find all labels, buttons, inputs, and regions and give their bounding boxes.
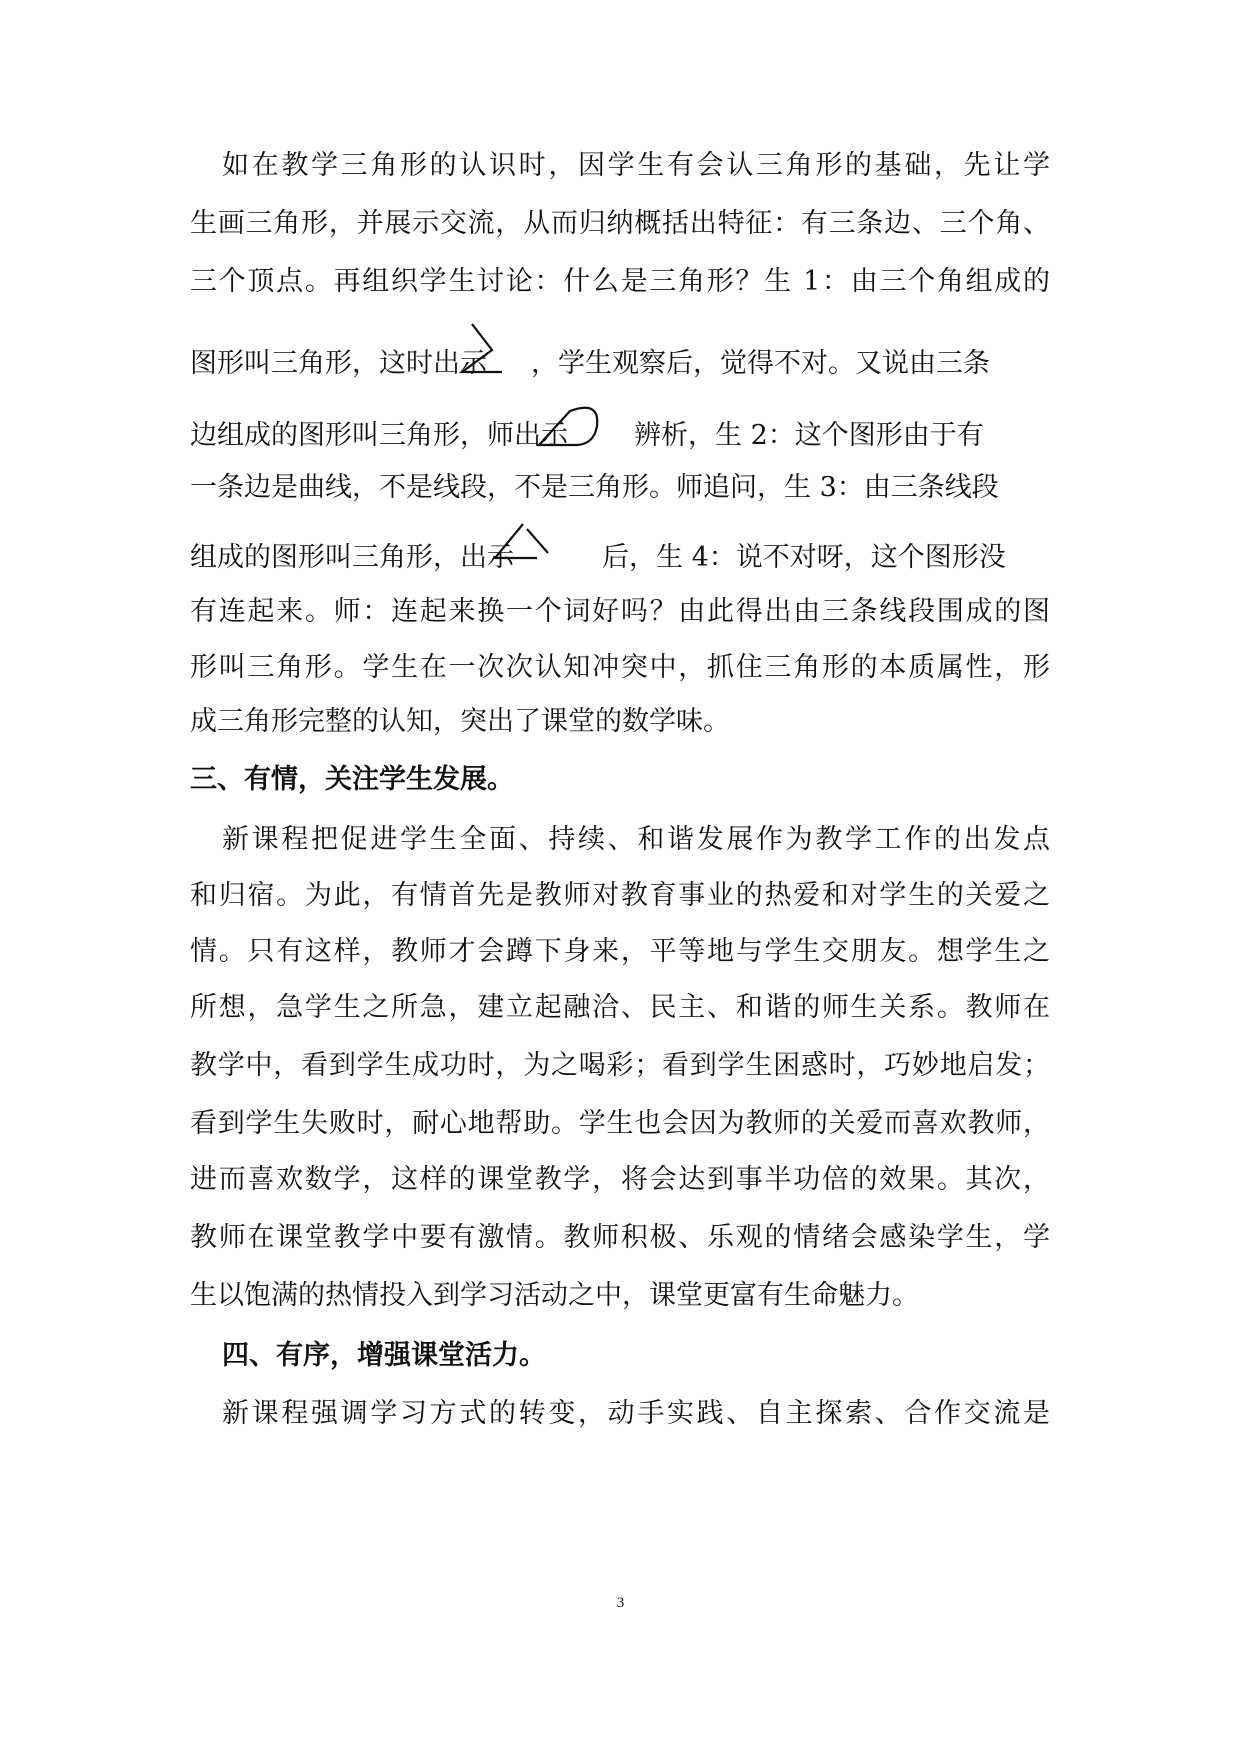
- paragraph-line: 情。只有这样，教师才会蹲下身来，平等地与学生交朋友。想学生之: [190, 936, 1050, 967]
- paragraph-line-with-figure: [190, 538, 1050, 578]
- figure-spacer: [514, 564, 602, 566]
- paragraph-line: 新课程强调学习方式的转变，动手实践、自主探索、合作交流是: [222, 1398, 1050, 1429]
- line-text: 边组成的图形叫三角形，师出示: [190, 420, 568, 451]
- paragraph-line: 生画三角形，并展示交流，从而归纳概括出特征：有三条边、三个角、: [190, 208, 1050, 239]
- open-zigzag-figure: [458, 322, 506, 378]
- line-text: 辨析，生 2：这个图形由于有: [634, 420, 984, 451]
- paragraph-line: 进而喜欢数学，这样的课堂教学，将会达到事半功倍的效果。其次，: [190, 1164, 1050, 1195]
- paragraph-line: 教师在课堂教学中要有激情。教师积极、乐观的情绪会感染学生，学: [190, 1222, 1050, 1253]
- paragraph-line: 和归宿。为此，有情首先是教师对教育事业的热爱和对学生的关爱之: [190, 880, 1050, 911]
- paragraph-line: 新课程把促进学生全面、持续、和谐发展作为教学工作的出发点: [222, 824, 1050, 855]
- paragraph-line: 看到学生失败时，耐心地帮助。学生也会因为教师的关爱而喜欢教师，: [190, 1108, 1050, 1139]
- page-number: 3: [616, 1595, 625, 1611]
- unclosed-triangle-figure: [492, 520, 552, 562]
- paragraph-line: 所想，急学生之所急，建立起融洽、民主、和谐的师生关系。教师在: [190, 992, 1050, 1023]
- section-heading: 三、有情，关注学生发展。: [190, 764, 514, 795]
- paragraph-line: 生以饱满的热情投入到学习活动之中，课堂更富有生命魅力。: [190, 1280, 919, 1311]
- paragraph-line: 三个顶点。再组织学生讨论：什么是三角形？生 1：由三个角组成的: [190, 266, 1050, 297]
- line-text: 后，生 4：说不对呀，这个图形没: [602, 542, 1006, 573]
- paragraph-line: 如在教学三角形的认识时，因学生有会认三角形的基础，先让学: [222, 150, 1050, 181]
- line-text: 组成的图形叫三角形，出示: [190, 542, 514, 573]
- paragraph-line-with-figure: [190, 344, 1050, 384]
- curved-triangle-figure: [536, 404, 604, 450]
- section-heading: 四、有序，增强课堂活力。: [222, 1340, 546, 1371]
- line-text: ，学生观察后，觉得不对。又说由三条: [531, 348, 990, 379]
- paragraph-line: 有连起来。师：连起来换一个词好吗？由此得出由三条线段围成的图: [190, 596, 1050, 627]
- paragraph-line: 一条边是曲线，不是线段，不是三角形。师追问，生 3：由三条线段: [190, 472, 999, 503]
- paragraph-line: 成三角形完整的认知，突出了课堂的数学味。: [190, 706, 730, 737]
- paragraph-line: 教学中，看到学生成功时，为之喝彩；看到学生困惑时，巧妙地启发；: [190, 1050, 1050, 1081]
- paragraph-line-with-figure: [190, 416, 1050, 456]
- paragraph-line: 形叫三角形。学生在一次次认知冲突中，抓住三角形的本质属性，形: [190, 652, 1050, 683]
- line-text: 图形叫三角形，这时出示: [190, 348, 487, 379]
